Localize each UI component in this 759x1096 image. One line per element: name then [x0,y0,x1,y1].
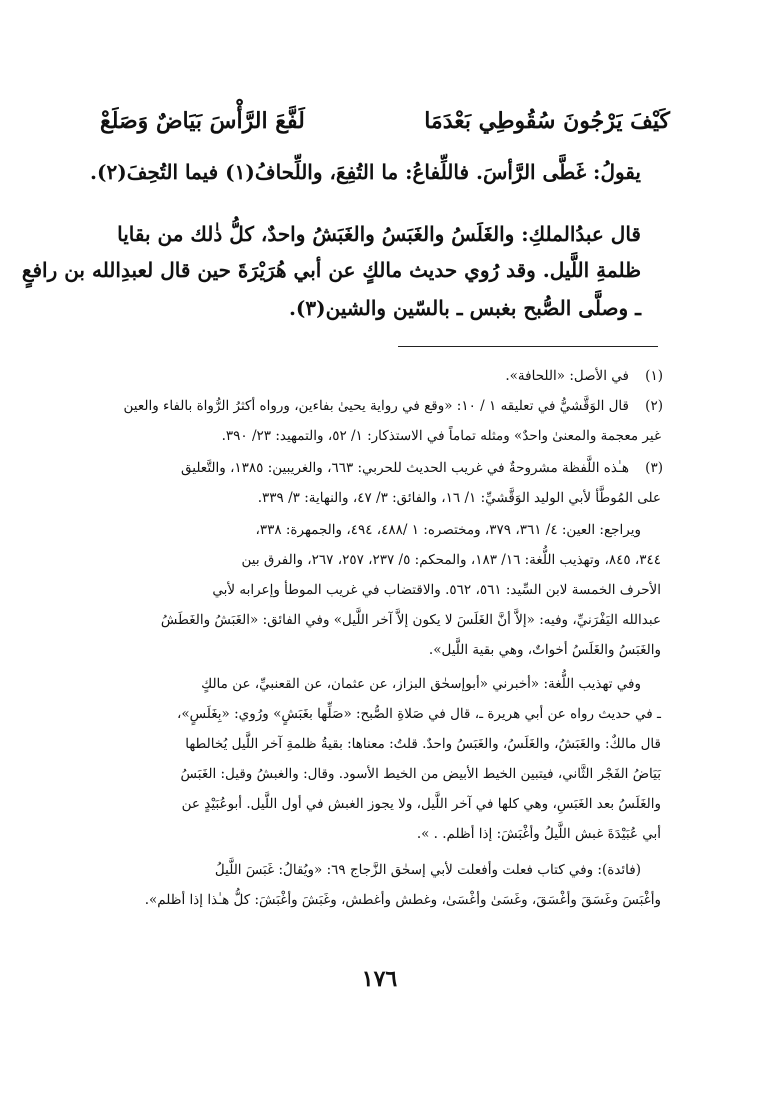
main-text-line-2: ظلمةِ اللَّيل. وقد رُوي حديث مالكٍ عن أبي هُرَيْرَةَ حين قال لعبدِالله بن رافعٍ [21,258,641,282]
footnote-3-para-5: والغَبَسُ والغَلَسُ أخواتٌ، وهي بقية اللَّيل». [428,642,661,658]
footnote-3-para-2: ٣٤٤، ٨٤٥، وتهذيب اللُّغة: ١٦/ ١٨٣، والمحكم: ٥/ ٢٣٧، ٢٥٧، ٢٦٧، والفرق بين [241,552,661,568]
main-text-line-1: قال عبدُالملكِ: والغَلَسُ والغَبَسُ والغَبَشُ واحدٌ، كلُّ ذٰلك من بقايا [117,222,641,246]
footnote-divider [398,346,658,347]
footnote-1-text: في الأصل: «اللحافة». [505,368,629,384]
poetry-verse [100,108,670,134]
footnote-3-line-1: هـٰذه اللَّفظة مشروحةٌ في غريب الحديث للحربي: ٦٦٣، والغريبين: ١٣٨٥، والتَّعليق [181,460,629,476]
footnote-3-para-7: ـ في حديث رواه عن أبي هريرة ـ، قال في صَلاةِ الصُّبح: «صَلِّها بغَبَشٍ» ورُوي: «بِغَلَسٍ»، [176,706,661,722]
verse-first-hemistich: كَيْفَ يَرْجُونَ سُقُوطِي بَعْدَمَا [424,108,670,134]
footnote-3-para-9: بَيَاضُ الفَجْر الثَّاني، فيتبين الخيط الأبيض من الخيط الأسود. وقال: والغبشُ وقيل: الغَبَسُ [180,766,661,782]
footnote-3-para-8: قال مالكٌ: والغَبَشُ، والغَلَسُ، والغَبَسُ واحدٌ. قلتُ: معناها: بقيةُ ظلمةِ آخر اللَّيل يُخالطها [185,736,661,752]
footnote-3-para-11: أبي عُبَيْدَةَ غبش اللَّيلُ وأغْبَشَ: إذا أظلم. . ». [416,826,661,842]
footnote-2-line-1: قال الوَقَّشيُّ في تعليقه ١ / ١٠: «وقع في رواية يحيىٰ بفاءين، ورواه أكثرُ الرُّواة بالفاء والعين [123,398,629,414]
footnote-number-3: (٣) [645,460,663,476]
footnote-3-line-2: على المُوطَّأ لأبي الوليد الوَقَّشيِّ: ١/ ١٦، والفائق: ٣/ ٤٧، والنهاية: ٣/ ٣٣٩. [257,490,661,506]
footnote-3-para-10: والغَلَسُ بعد الغَبَسِ، وهي كلها في آخر اللَّيل، ولا يجوز الغبش في أول اللَّيل. أبوعُبَيْدٍ عن [181,796,661,812]
footnote-3-para-1: ويراجع: العين: ٤/ ٣٦١، ٣٧٩، ومختصره: ١ /٤٨٨، ٤٩٤، والجمهرة: ٣٣٨، [255,522,641,538]
footnote-number-2: (٢) [645,398,663,414]
footnote-number-1: (١) [645,368,663,384]
footnote-3-para-4: عبدالله اليَفْرَنيِّ، وفيه: «إلاَّ أنَّ الغَلَسَ لا يكون إلاَّ آخر اللَّيل» وفي الفائق: «الغَبَشُ والغَطَشُ [160,612,661,628]
verse-second-hemistich: لَفَّعَ الرَّأْسَ بَيَاضٌ وَصَلَعْ [100,108,305,134]
verse-explanation: يقولُ: غَطَّى الرَّأسَ. فاللِّفاعُ: ما التُفِعَ، واللِّحافُ(١) فيما التُحِفَ(٢). [90,160,641,184]
faida-note-line-2: وأغْبَسَ وغَسَقَ وأغْسَقَ، وغَسَىٰ وأغْسَىٰ، وغطش وأغطش، وغَبَشَ وأغْبَشَ: كلُّ هـٰذا إذا أظلم». [144,892,661,908]
footnote-3-para-6: وفي تهذيب اللُّغة: «أخبرني «أبوإسحٰق البزاز، عن عثمان، عن القعنبيِّ، عن مالكٍ [201,676,641,692]
main-text-line-3: ـ وصلَّى الصُّبح بغبس ـ بالسّين والشين(٣). [288,296,641,320]
footnote-3-para-3: الأحرف الخمسة لابن السِّيد: ٥٦١، ٥٦٢. والاقتضاب في غريب الموطأ وإعرابه لأبي [212,582,661,598]
footnote-2-line-2: غير معجمة والمعنىٰ واحدٌ» ومثله تماماً في الاستذكار: ١/ ٥٢، والتمهيد: ٢٣/ ٣٩٠. [221,428,661,444]
faida-note-line-1: (فائدة): وفي كتاب فعلت وأفعلت لأبي إسحٰق الزَّجاج ٦٩: «ويُقالُ: غَبَسَ اللَّيلُ [214,862,641,878]
page-number: ١٧٦ [361,966,398,992]
